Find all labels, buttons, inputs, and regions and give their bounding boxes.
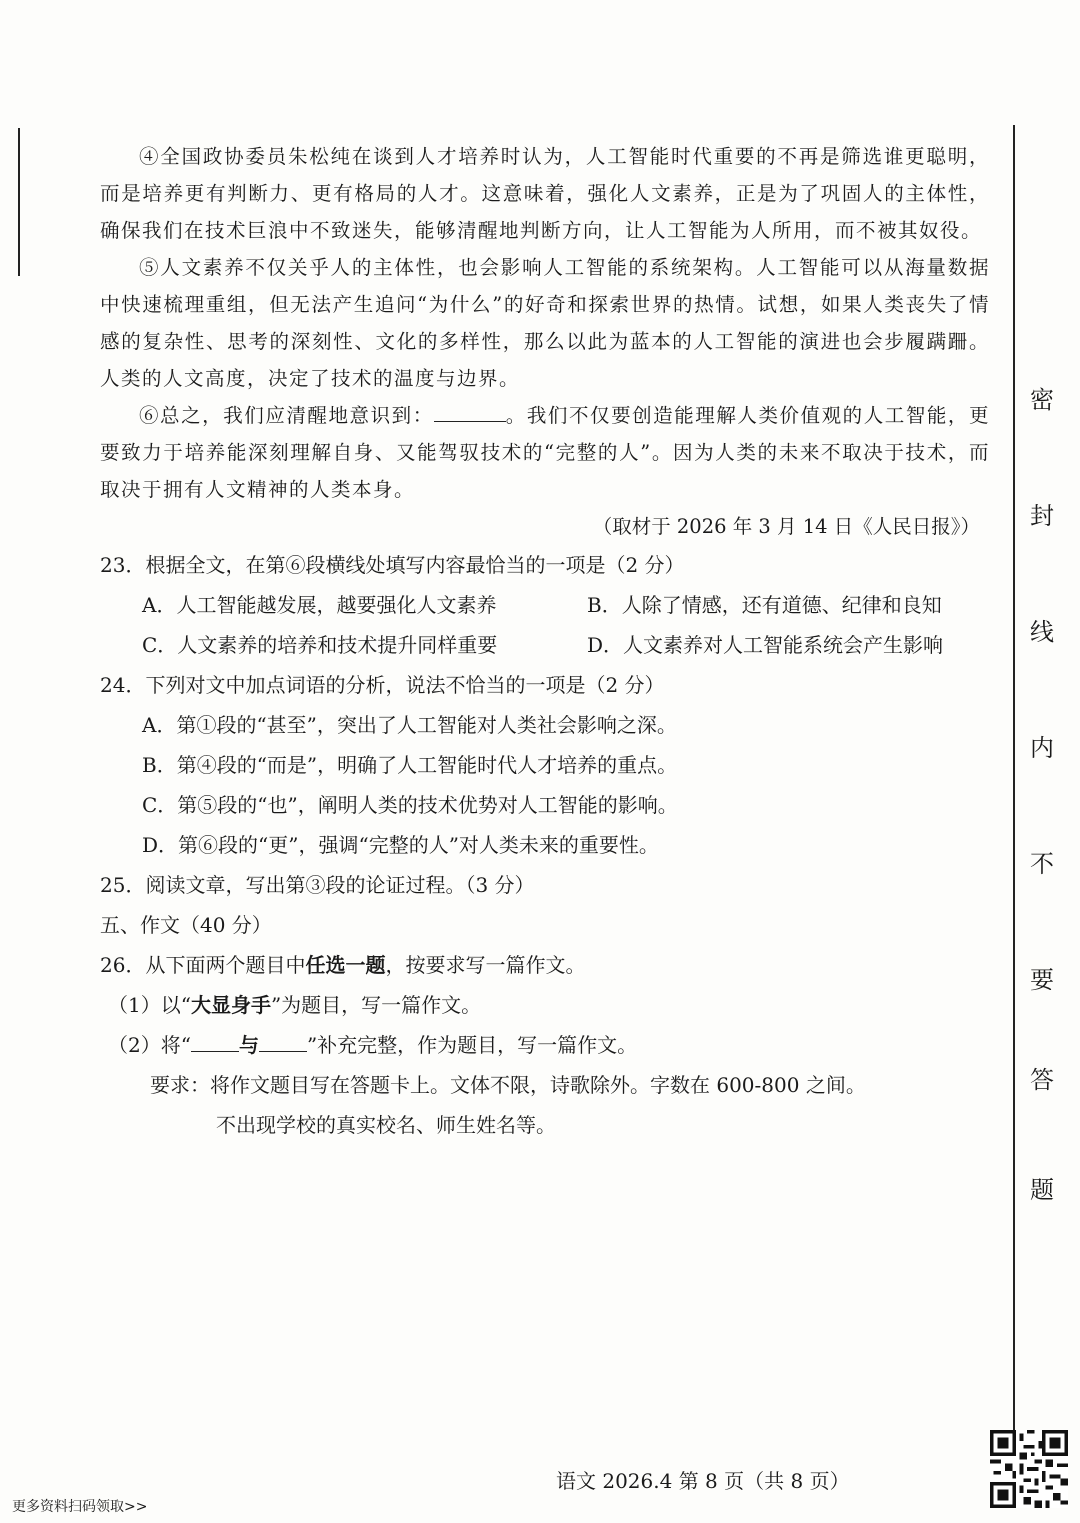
seal-char: 要 (1030, 966, 1054, 994)
option-24-c: C．第⑤段的“也”，阐明人类的技术优势对人工智能的影响。 (142, 793, 678, 817)
paragraph-4: ④全国政协委员朱松纯在谈到人才培养时认为，人工智能时代重要的不再是筛选谁更聪明，而是培养更有判断力、更有格局的人才。这意味着，强化人文素养，正是为了巩固人的主体性，确保我们在技术巨浪中不致迷失，能够清醒地判断方向，让人工智能为人所用，而不被其奴役。 (100, 145, 990, 242)
question-23-stem: 23．根据全文，在第⑥段横线处填写内容最恰当的一项是（2 分） (100, 553, 685, 577)
essay-requirements-2: 不出现学校的真实校名、师生姓名等。 (216, 1113, 556, 1137)
seal-char: 不 (1030, 850, 1054, 878)
seal-char: 封 (1030, 502, 1054, 530)
paragraph-6 (100, 397, 990, 508)
q26-stem-part: ，按要求写一篇作文。 (385, 953, 586, 977)
essay-requirements: 要求：将作文题目写在答题卡上。文体不限，诗歌除外。字数在 600-800 之间。 (150, 1073, 866, 1097)
seal-char: 答 (1030, 1066, 1054, 1094)
option-24-b: B．第④段的“而是”，明确了人工智能时代人才培养的重点。 (142, 753, 678, 777)
paragraph-6-after: 。我们不仅要创造能理解人类价值观的人工智能，更要致力于培养能深刻理解自身、又能驾驭技术的“完整的人”。因为人类的未来不取决于技术，而取决于拥有人文精神的人类本身。 (100, 404, 990, 501)
option-23-d: D．人文素养对人工智能系统会产生影响 (587, 633, 944, 657)
seal-line-rule (1013, 125, 1015, 1430)
topic-2-part: ”补充完整，作为题目，写一篇作文。 (306, 1033, 638, 1057)
seal-char: 线 (1030, 618, 1054, 646)
topic-1-part: ”为题目，写一篇作文。 (270, 993, 482, 1017)
section-5-heading: 五、作文（40 分） (100, 913, 272, 937)
topic-2-part: （2）将“ (108, 1033, 191, 1057)
seal-char: 内 (1030, 734, 1054, 762)
seal-line-notice (1022, 380, 1062, 1204)
option-23-c: C．人文素养的培养和技术提升同样重要 (142, 633, 498, 657)
page-footer: 语文 2026.4 第 8 页（共 8 页） (556, 1469, 850, 1493)
paragraph-6-before: ⑥总之，我们应清醒地意识到： (139, 404, 434, 427)
question-25: 25．阅读文章，写出第③段的论证过程。（3 分） (100, 873, 535, 897)
paragraph-5: ⑤人文素养不仅关乎人的主体性，也会影响人工智能的系统架构。人工智能可以从海量数据中快速梳理重组，但无法产生追问“为什么”的好奇和探索世界的热情。试想，如果人类丧失了情感的复杂性、思考的深刻性、文化的多样性，那么以此为蓝本的人工智能的演进也会步履蹒跚。人类的人文高度，决定了技术的温度与边界。 (100, 256, 990, 390)
left-margin-rule (18, 128, 20, 276)
q26-stem-emphasis: 任选一题 (305, 953, 386, 977)
qr-code-icon (990, 1430, 1068, 1508)
option-24-d: D．第⑥段的“更”，强调“完整的人”对人类未来的重要性。 (142, 833, 659, 857)
fill-blank (434, 401, 506, 422)
question-23-options-row2 (142, 625, 990, 665)
q26-stem-part: 26．从下面两个题目中 (100, 953, 306, 977)
exam-content (100, 138, 990, 1145)
essay-topic-2 (108, 1025, 990, 1065)
footer-note: 更多资料扫码领取>> (12, 1499, 148, 1515)
essay-topic-1 (108, 985, 990, 1025)
fill-blank (259, 1031, 307, 1052)
topic-1-part: （1）以“ (108, 993, 191, 1017)
question-26-stem (100, 945, 990, 985)
topic-1-title: 大显身手 (190, 993, 271, 1017)
fill-blank (191, 1031, 239, 1052)
seal-char: 密 (1030, 386, 1054, 414)
topic-2-connector: 与 (238, 1033, 259, 1057)
option-24-a: A．第①段的“甚至”，突出了人工智能对人类社会影响之深。 (142, 713, 677, 737)
source-citation: （取材于 2026 年 3 月 14 日《人民日报》） (592, 515, 980, 538)
seal-char: 题 (1030, 1176, 1054, 1204)
question-24-stem: 24．下列对文中加点词语的分析，说法不恰当的一项是（2 分） (100, 673, 665, 697)
question-23-options-row1 (142, 585, 990, 625)
option-23-b: B．人除了情感，还有道德、纪律和良知 (587, 593, 942, 617)
option-23-a: A．人工智能越发展，越要强化人文素养 (142, 593, 497, 617)
